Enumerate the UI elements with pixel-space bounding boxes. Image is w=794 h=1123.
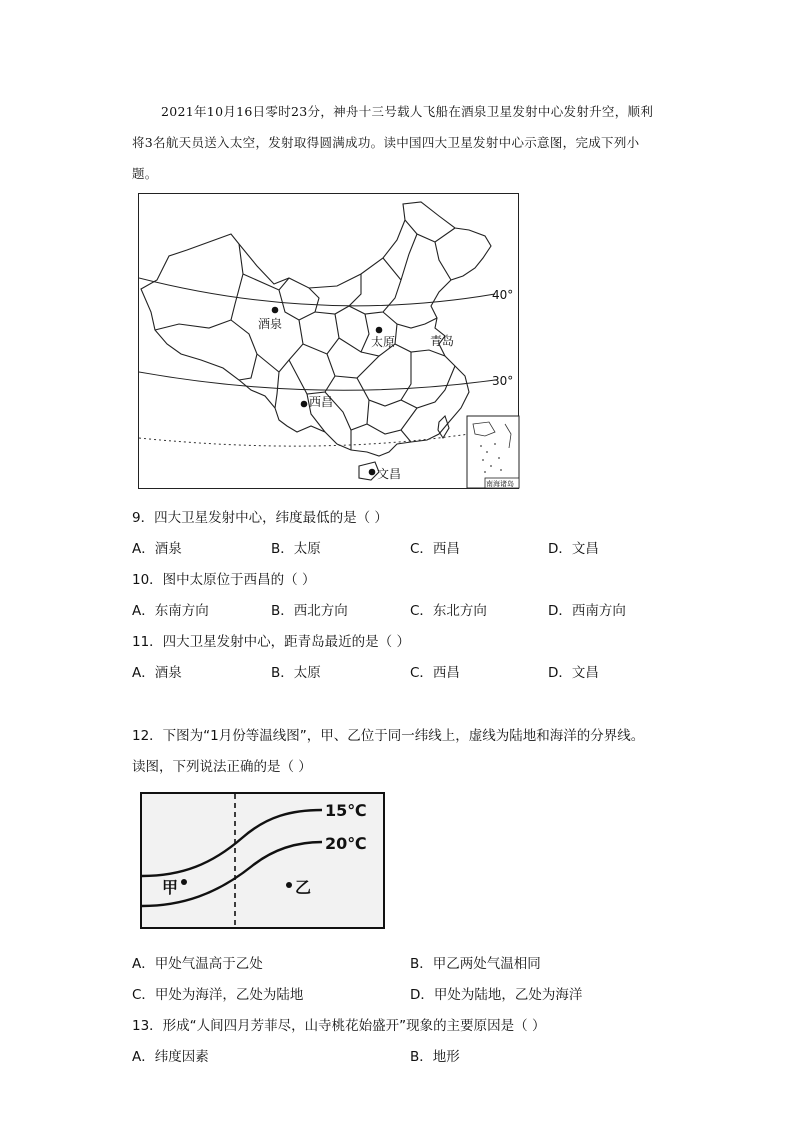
taiyuan-label: 太原 — [371, 335, 396, 349]
q11-option-c[interactable]: C．西昌 — [410, 665, 460, 681]
q10-option-b[interactable]: B．西北方向 — [271, 603, 348, 619]
q10-option-a[interactable]: A．东南方向 — [132, 603, 209, 619]
question-11-stem: 11．四大卫星发射中心，距青岛最近的是（ ） — [132, 634, 410, 650]
isotherm-figure — [140, 792, 385, 929]
lat-30-label: 30° — [492, 374, 514, 388]
point-jia-label: 甲 — [162, 878, 179, 897]
china-launch-center-map — [138, 193, 519, 489]
q12-option-a[interactable]: A．甲处气温高于乙处 — [132, 956, 263, 972]
question-9-stem: 9．四大卫星发射中心，纬度最低的是（ ） — [132, 510, 388, 526]
wenchang-label: 文昌 — [377, 467, 402, 481]
q13-option-a[interactable]: A．纬度因素 — [132, 1049, 209, 1065]
q9-option-d[interactable]: D．文昌 — [548, 541, 599, 557]
q10-option-c[interactable]: C．东北方向 — [410, 603, 487, 619]
q9-option-c[interactable]: C．西昌 — [410, 541, 460, 557]
isotherm-15-label: 15℃ — [325, 801, 367, 820]
isotherm-drawing — [142, 794, 383, 927]
q12-option-d[interactable]: D．甲处为陆地，乙处为海洋 — [410, 987, 583, 1003]
xichang-dot — [301, 401, 308, 408]
q13-option-b[interactable]: B．地形 — [410, 1049, 460, 1065]
q12-option-c[interactable]: C．甲处为海洋，乙处为陆地 — [132, 987, 304, 1003]
q9-option-b[interactable]: B．太原 — [271, 541, 321, 557]
south-china-sea-inset — [467, 416, 519, 488]
lat-40-label: 40° — [492, 288, 514, 302]
q10-option-d[interactable]: D．西南方向 — [548, 603, 626, 619]
isotherm-20-label: 20℃ — [325, 834, 367, 853]
jiuquan-dot — [272, 307, 279, 314]
jiuquan-label: 酒泉 — [258, 317, 283, 331]
xichang-label: 西昌 — [309, 395, 334, 409]
intro-paragraph: 2021年10月16日零时23分，神舟十三号载人飞船在酒泉卫星发射中心发射升空，顺利将3名航天员送入太空，发射取得圆满成功。读中国四大卫星发射中心示意图，完成下列小题。 — [132, 104, 654, 181]
isotherm-15 — [142, 810, 322, 876]
map-drawing — [139, 194, 520, 490]
qingdao-label: 青岛 — [430, 334, 455, 348]
wenchang-dot — [369, 469, 376, 476]
question-10-stem: 10．图中太原位于西昌的（ ） — [132, 572, 316, 588]
question-13-stem: 13．形成“人间四月芳菲尽，山寺桃花始盛开”现象的主要原因是（ ） — [132, 1018, 546, 1034]
q9-option-a[interactable]: A．酒泉 — [132, 541, 182, 557]
question-12-stem-line2: 读图，下列说法正确的是（ ） — [132, 759, 312, 775]
q11-option-b[interactable]: B．太原 — [271, 665, 321, 681]
inset-label: 南海诸岛 — [486, 480, 514, 488]
q12-option-b[interactable]: B．甲乙两处气温相同 — [410, 956, 541, 972]
point-jia-dot — [181, 879, 187, 885]
q11-option-d[interactable]: D．文昌 — [548, 665, 599, 681]
q11-option-a[interactable]: A．酒泉 — [132, 665, 182, 681]
taiyuan-dot — [376, 327, 383, 334]
question-12-stem-line1: 12．下图为“1月份等温线图”，甲、乙位于同一纬线上，虚线为陆地和海洋的分界线。 — [132, 728, 645, 744]
point-yi-label: 乙 — [295, 878, 312, 897]
point-yi-dot — [286, 882, 292, 888]
